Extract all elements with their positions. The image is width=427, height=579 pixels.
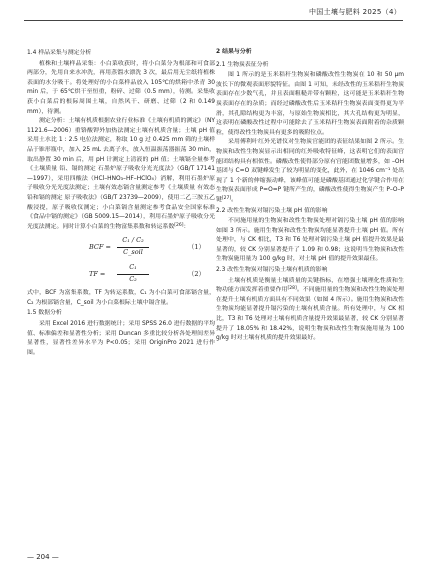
ftir-paragraph: 采用傅利叶红外光谱仪对生物炭官能团的表征结果如图 2 所示。生物炭和改性生物炭显示出相同的红外吸收特征峰，这表明它们的表面官能团结构具有相似性。磷酸改性使得部分原有官能团数量增多，如 –OH 基团与 C=O 双键峰发生了较为明显的变化，此外，在 1046 cm⁻¹ 处出现了 1 个新的伸缩振动峰，该峰值可能是磷酸基团通过化学键合作用在生物炭表面形成 P=O=P 键所产生的，磷酸改性使得生物炭产生 P–O–P 键[27]。 bbox=[216, 139, 404, 203]
equation-tf-numerator: C₁ bbox=[117, 263, 149, 275]
equation-bcf-lhs: BCF = bbox=[89, 243, 111, 252]
equation-tf-lhs: TF = bbox=[89, 270, 106, 279]
organic-matter-text-2: 。不同施用量的生物炭和改性生物炭处理在提升土壤有机质方面具有不同效果（如图 4 所示）。施用生物炭和改性生物炭均能显著提升镉污染的土壤有机质含量。所有处理中，与 CK 相比，T3 和 T6 处理对土壤有机质含量提升效果最显著，较 CK 分别显著提升了 18.05% 和 18.42%，说明生物炭和改性生物炭施用量为 100 g/kg 时对土壤有机质的提升效果最好。 bbox=[216, 287, 404, 342]
right-column bbox=[216, 48, 404, 344]
citation-28: [28] bbox=[287, 286, 297, 292]
running-header: 中国土壤与肥料 2025（4） bbox=[309, 8, 401, 16]
data-analysis-paragraph: 采用 Excel 2016 进行数据统计；采用 SPSS 26.0 进行数据的平均值、标准偏差和显著性分析；采用 Duncan 多重比较分析各处理间差异显著性，显著性差异水平为 P<0.05；采用 OriginPro 2021 进行作图。 bbox=[27, 321, 215, 356]
organic-matter-paragraph bbox=[216, 277, 404, 344]
sem-paragraph: 图 1 所示的是玉米秸秆生物炭和磷酸改性生物炭在 10 和 50 μm 波长下的微观表面形貌特征。由图 1 可知，未经改性的玉米秸秆生物炭表面存在少数气孔，并且表面粗糙并带有颗粒，这可能是玉米秸秆生物炭表面存在的杂质；而经过磷酸改性后玉米秸秆生物炭表面变得更为平滑，其孔隙结构更为丰富，与原始生物炭相比，其大孔结构更为明显，这表明在磷酸改性过程中可能除去了玉米秸秆生物炭表面附着的杂质颗粒，使得改性生物炭具有更多的吸附位点。 bbox=[216, 72, 404, 136]
equation-tf-denominator: C₂ bbox=[129, 274, 137, 283]
section-2-1-title: 2.1 生物炭表征分析 bbox=[216, 61, 269, 68]
citation-27: [27] bbox=[221, 195, 232, 201]
equation-2-number: （2） bbox=[187, 270, 205, 279]
left-column bbox=[27, 48, 215, 358]
equation-explanation: 式中，BCF 为富集系数，TF 为转运系数，C₁ 为小白菜可食部镉含量，C₂ 为根部镉含量，C_soil 为小白菜根际土壤中镉含量。 bbox=[27, 290, 215, 306]
header-rule bbox=[24, 20, 403, 21]
equation-bcf bbox=[27, 235, 215, 259]
page-number: — 204 — bbox=[27, 553, 59, 561]
equation-tf bbox=[27, 262, 215, 286]
citation-26: [26] bbox=[174, 222, 184, 228]
equation-bcf-denominator: C_soil bbox=[123, 247, 143, 256]
ftir-text: 采用傅利叶红外光谱仪对生物炭官能团的表征结果如图 2 所示。生物炭和改性生物炭显示出相同的红外吸收特征峰，这表明它们的表面官能团结构具有相似性。磷酸改性使得部分原有官能团数量增多，如 –OH 基团与 C=O 双键峰发生了较为明显的变化，此外，在 1046 cm⁻¹ 处出现了 1 个新的伸缩振动峰，该峰值可能是磷酸基团通过化学键合作用在生物炭表面形成 P=O=P 键所产生的，磷酸改性使得生物炭产生 P–O–P 键 bbox=[216, 139, 404, 203]
sampling-paragraph: 植株和土壤样品采集：小白菜收获时，将小白菜分为根部和可食部两部分，先用自来水冲洗，再用蒸馏水漂洗 3 次，最后用无尘纸将植株表面的水分吸干。将处理好的小白菜样品放入 105℃的烘箱中杀青 30 min 后，于 65℃烘干至恒重，粉碎、过筛（0.5 mm），待测。采集收获小白菜后的根际周围土壤，自然风干、研磨、过筛（2 和 0.149 mm），待测。 bbox=[27, 60, 215, 115]
equation-bcf-fraction bbox=[117, 236, 149, 257]
section-2-title: 2 结果与分析 bbox=[216, 49, 252, 55]
equation-tf-fraction bbox=[117, 263, 149, 284]
measurement-paragraph: 测定分析：土壤有机质根据农业行业标准《土壤有机质的测定》（NY 1121.6—2006）重铬酸钾外加热法测定土壤有机质含量；土壤 pH 值采用土水比 1 : 2.5 电位法测定，称取 10 g 过 0.425 mm 筛的土壤样品于锥形瓶中，加入 25 mL 去离子水，放入恒温振荡器振荡 30 min，取出静置 30 min 后，用 pH 计测定上清液的 pH 值；土壤镉全量参考《土壤质量 铅、镉的测定 石墨炉原子吸收分光光度法》（GB/T 17141—1997），采用四酸法（HCl–HNO₃–HF–HClO₄）消解，利用石墨炉原子吸收分光光度法测定；土壤有效态镉含量测定参考《土壤质量 有效态铅和镉的测定 原子吸收法》（GB/T 23739—2009），使用二乙三胺五乙酸浸提，原子吸收仪测定；小白菜镉含量测定参考食品安全国家标准《食品中镉的测定》（GB 5009.15—2014），利用石墨炉原子吸收分光光度法测定。同时计算小白菜的生物富集系数和转运系数[26]： bbox=[27, 118, 215, 230]
organic-matter-text: 土壤有机质是衡量土壤质量的关键指标，在增强土壤理化性质和生物功能方面发挥着重要作用 bbox=[216, 277, 404, 294]
ph-paragraph: 不同施用量的生物炭和改性生物炭处理对镉污染土壤 pH 值的影响如图 3 所示。施用生物炭和改性生物炭均能显著提升土壤 pH 值。所有处理中，与 CK 相比，T3 和 T6 处理对镉污染土壤 pH 值提升效果是最显著的，较 CK 分别显著提升了 1.09 和 0.98；这说明当生物炭和改性生物炭施用量为 100 g/kg 时，对土壤 pH 值的提升效果最佳。 bbox=[216, 218, 404, 263]
section-1-4-title: 1.4 样品采集与测定分析 bbox=[27, 50, 92, 56]
section-2-3-title: 2.3 改性生物炭对镉污染土壤有机质的影响 bbox=[216, 267, 328, 274]
equation-1-number: （1） bbox=[187, 243, 205, 252]
section-2-2-title: 2.2 改性生物炭对镉污染土壤 pH 值的影响 bbox=[216, 207, 328, 214]
measurement-text: 测定分析：土壤有机质根据农业行业标准《土壤有机质的测定》（NY 1121.6—2006）重铬酸钾外加热法测定土壤有机质含量；土壤 pH 值采用土水比 1 : 2.5 电位法测定，称取 10 g 过 0.425 mm 筛的土壤样品于锥形瓶中，加入 25 mL 去离子水，放入恒温振荡器振荡 30 min，取出静置 30 min 后，用 pH 计测定上清液的 pH 值；土壤镉全量参考《土壤质量 铅、镉的测定 石墨炉原子吸收分光光度法》（GB/T 17141—1997），采用四酸法（HCl–HNO₃–HF–HClO₄）消解，利用石墨炉原子吸收分光光度法测定；土壤有效态镉含量测定参考《土壤质量 有效态铅和镉的测定 原子吸收法》（GB/T 23739—2009），使用二乙三胺五乙酸浸提，原子吸收仪测定；小白菜镉含量测定参考食品安全国家标准《食品中镉的测定》（GB 5009.15—2014），利用石墨炉原子吸收分光光度法测定。同时计算小白菜的生物富集系数和转运系数 bbox=[27, 118, 215, 230]
section-1-5-title: 1.5 数据分析 bbox=[27, 310, 62, 317]
equation-bcf-numerator: C₁ / C₂ bbox=[117, 236, 149, 248]
